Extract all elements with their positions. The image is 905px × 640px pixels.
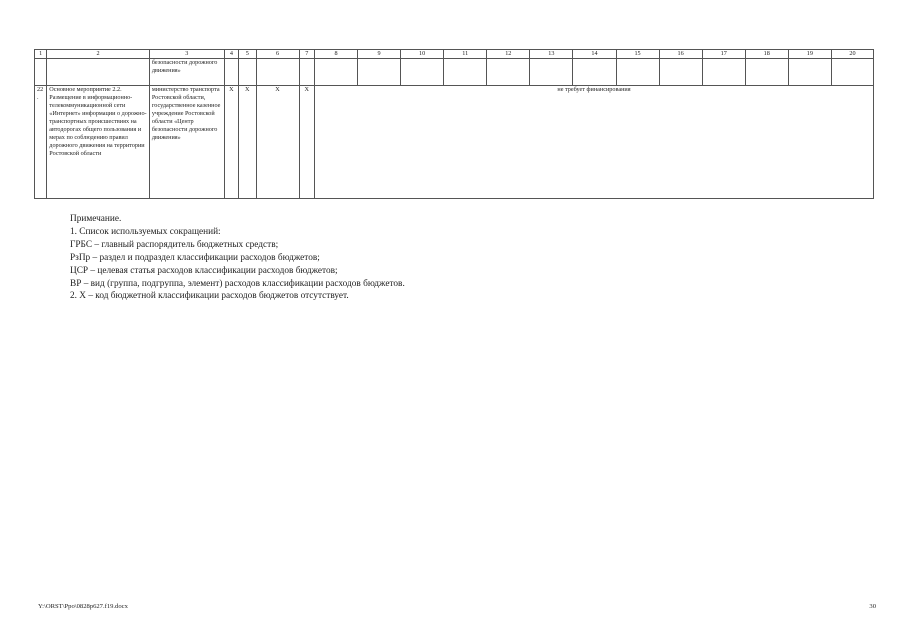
- header-cell: 6: [256, 50, 299, 59]
- table-row-22: [35, 86, 874, 199]
- notes-line: РзПр – раздел и подраздел классификации расходов бюджетов;: [70, 252, 320, 263]
- footer-file-path: Y:\ORST\Ppo\0828p627.f19.docx: [38, 603, 128, 610]
- code-cell-5: X: [239, 86, 256, 199]
- header-cell: 14: [573, 50, 616, 59]
- code-cell-4: X: [224, 86, 238, 199]
- cell: [299, 59, 314, 86]
- notes-block: [70, 213, 405, 303]
- header-cell: 4: [224, 50, 238, 59]
- table-row-continuation: [35, 59, 874, 86]
- notes-line: ГРБС – главный распорядитель бюджетных средств;: [70, 239, 279, 250]
- header-cell: 9: [358, 50, 401, 59]
- cell: [239, 59, 256, 86]
- cell: [487, 59, 530, 86]
- header-cell: 18: [745, 50, 788, 59]
- header-cell: 17: [702, 50, 745, 59]
- header-cell: 10: [401, 50, 444, 59]
- code-cell-6: X: [256, 86, 299, 199]
- cell: [831, 59, 873, 86]
- cell: [401, 59, 444, 86]
- cell: [224, 59, 238, 86]
- cell: [444, 59, 487, 86]
- page-number: 30: [869, 603, 876, 610]
- cell: [616, 59, 659, 86]
- cell: [659, 59, 702, 86]
- cell: [530, 59, 573, 86]
- header-cell: 13: [530, 50, 573, 59]
- header-cell: 7: [299, 50, 314, 59]
- cell-executor-continued: безопасности дорожного движения»: [149, 59, 224, 86]
- row-number: 22.: [35, 86, 47, 199]
- cell: [745, 59, 788, 86]
- notes-line: ЦСР – целевая статья расходов классификации расходов бюджетов;: [70, 265, 338, 276]
- cell: [573, 59, 616, 86]
- notes-line: 2. Х – код бюджетной классификации расходов бюджетов отсутствует.: [70, 291, 349, 302]
- cell: [702, 59, 745, 86]
- header-row: [35, 50, 874, 59]
- notes-line: ВР – вид (группа, подгруппа, элемент) расходов классификации расходов бюджетов.: [70, 278, 405, 289]
- header-cell: 15: [616, 50, 659, 59]
- header-cell: 16: [659, 50, 702, 59]
- header-cell: 12: [487, 50, 530, 59]
- program-table: [34, 49, 874, 199]
- header-cell: 3: [149, 50, 224, 59]
- cell: [256, 59, 299, 86]
- header-cell: 1: [35, 50, 47, 59]
- header-cell: 5: [239, 50, 256, 59]
- cell: [35, 59, 47, 86]
- cell: [358, 59, 401, 86]
- cell: [788, 59, 831, 86]
- event-name: Основное мероприятие 2.2. Размещение в информационно-телекоммуникационной сети «Интернет» информации о дорожно-транспортных происшествиях на автодорогах общего пользования и мерах по соблюдению правил дорожного движения на территории Ростовской области: [47, 86, 150, 199]
- cell: [314, 59, 357, 86]
- header-cell: 20: [831, 50, 873, 59]
- cell: [47, 59, 150, 86]
- notes-line: 1. Список используемых сокращений:: [70, 226, 221, 237]
- executor-name: министерство транспорта Ростовской области, государственное казенное учреждение Ростовской области «Центр безопасности дорожного движения»: [149, 86, 224, 199]
- header-cell: 8: [314, 50, 357, 59]
- header-cell: 2: [47, 50, 150, 59]
- funding-cell: не требует финансирования: [314, 86, 873, 199]
- code-cell-7: X: [299, 86, 314, 199]
- notes-title: Примечание.: [70, 214, 122, 224]
- header-cell: 11: [444, 50, 487, 59]
- header-cell: 19: [788, 50, 831, 59]
